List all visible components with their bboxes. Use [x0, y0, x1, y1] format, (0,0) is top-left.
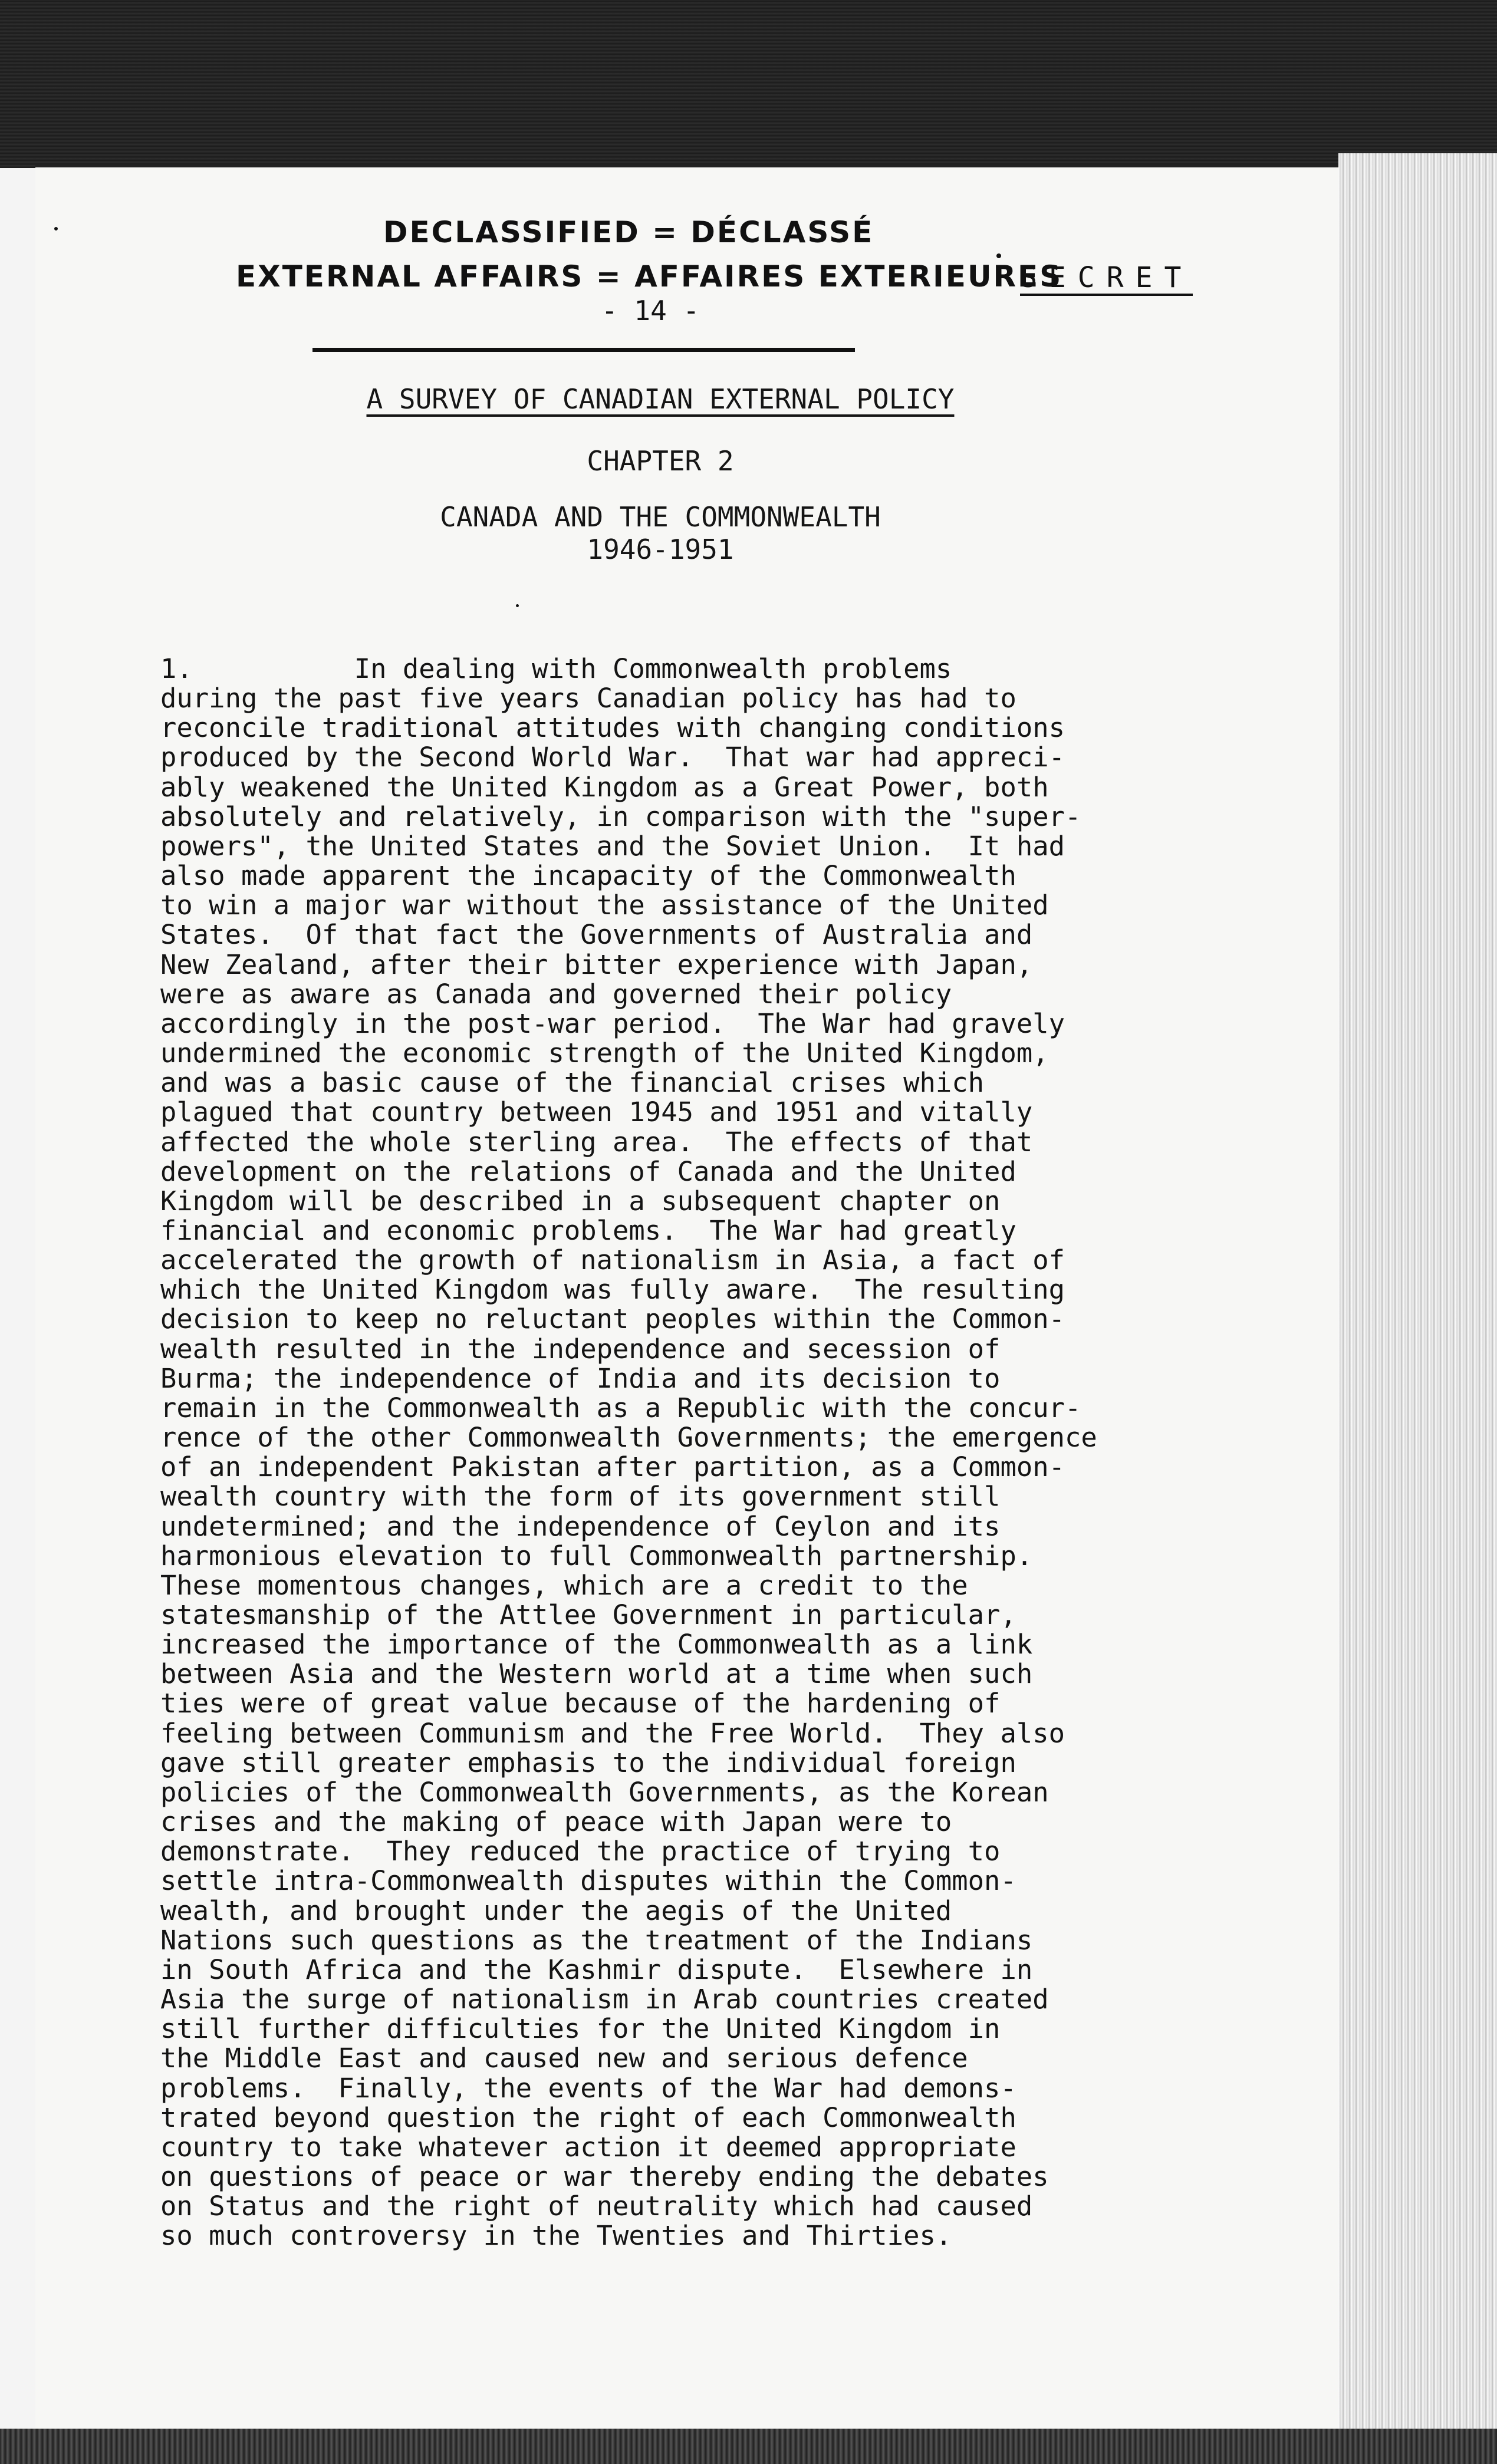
body-line: also made apparent the incapacity of the Commonwealth: [160, 860, 1016, 892]
body-line: undermined the economic strength of the United Kingdom,: [160, 1037, 1049, 1069]
body-line: plagued that country between 1945 and 1951 and vitally: [160, 1096, 1033, 1128]
body-line: country to take whatever action it deemed appropriate: [160, 2131, 1016, 2163]
body-line: 1. In dealing with Commonwealth problems: [160, 653, 952, 684]
body-line: accordingly in the post-war period. The War had gravely: [160, 1007, 1065, 1039]
survey-title-text: A SURVEY OF CANADIAN EXTERNAL POLICY: [366, 383, 955, 415]
body-line: financial and economic problems. The War had greatly: [160, 1214, 1016, 1246]
scan-speck: [516, 604, 519, 607]
body-line: wealth, and brought under the aegis of the United: [160, 1895, 952, 1926]
body-line: and was a basic cause of the financial crises which: [160, 1067, 985, 1099]
scan-speck: [54, 227, 58, 230]
body-line: wealth resulted in the independence and secession of: [160, 1333, 1001, 1365]
page-number: - 14 -: [601, 295, 700, 327]
body-line: were as aware as Canada and governed their policy: [160, 978, 952, 1010]
body-line: trated beyond question the right of each Commonwealth: [160, 2101, 1016, 2133]
survey-title: [177, 383, 1144, 415]
chapter-heading: CHAPTER 2: [587, 445, 734, 477]
body-line: of an independent Pakistan after partition, as a Common-: [160, 1451, 1065, 1483]
binding-margin: [0, 168, 39, 2432]
body-line: affected the whole sterling area. The effects of that: [160, 1126, 1033, 1158]
body-line: Burma; the independence of India and its decision to: [160, 1362, 1001, 1394]
body-line: on Status and the right of neutrality which had caused: [160, 2190, 1033, 2222]
body-line: Nations such questions as the treatment of the Indians: [160, 1924, 1033, 1956]
classification-marking: SECRET: [1020, 262, 1193, 296]
body-line: undetermined; and the independence of Ceylon and its: [160, 1510, 1001, 1542]
chapter-years: 1946-1951: [587, 533, 734, 565]
scan-background-bottom: [0, 2429, 1497, 2464]
body-line: crises and the making of peace with Japan were to: [160, 1806, 952, 1838]
body-line: powers", the United States and the Soviet Union. It had: [160, 830, 1065, 862]
body-line: so much controversy in the Twenties and Thirties.: [160, 2220, 952, 2252]
body-line: to win a major war without the assistance of the United: [160, 890, 1049, 921]
body-line: Asia the surge of nationalism in Arab countries created: [160, 1984, 1049, 2015]
header-rule: [312, 348, 855, 352]
body-line: which the United Kingdom was fully aware. The resulting: [160, 1274, 1065, 1306]
body-line: increased the importance of the Commonwealth as a link: [160, 1629, 1033, 1661]
body-line: settle intra-Commonwealth disputes within the Common-: [160, 1865, 1016, 1897]
stacked-page-edges: [1338, 153, 1497, 2429]
body-line: wealth country with the form of its government still: [160, 1481, 1001, 1513]
external-affairs-stamp: EXTERNAL AFFAIRS = AFFAIRES EXTERIEURES: [236, 259, 1063, 294]
body-line: feeling between Communism and the Free World. They also: [160, 1717, 1065, 1749]
body-line: the Middle East and caused new and serious defence: [160, 2043, 968, 2074]
body-line: harmonious elevation to full Commonwealth partnership.: [160, 1540, 1033, 1572]
body-line: gave still greater emphasis to the individual foreign: [160, 1747, 1016, 1778]
body-line: rence of the other Commonwealth Governments; the emergence: [160, 1422, 1097, 1454]
body-line: ties were of great value because of the hardening of: [160, 1688, 1001, 1719]
body-line: problems. Finally, the events of the War had demons-: [160, 2072, 1016, 2104]
body-line: ably weakened the United Kingdom as a Great Power, both: [160, 771, 1049, 803]
body-line: decision to keep no reluctant peoples within the Common-: [160, 1303, 1065, 1335]
body-line: policies of the Commonwealth Governments, as the Korean: [160, 1776, 1049, 1808]
body-line: These momentous changes, which are a credit to the: [160, 1569, 968, 1601]
body-line: in South Africa and the Kashmir dispute. Elsewhere in: [160, 1954, 1033, 1985]
scan-background-top: [0, 0, 1497, 171]
body-line: during the past five years Canadian policy has had to: [160, 683, 1016, 714]
body-line: statesmanship of the Attlee Government in particular,: [160, 1599, 1016, 1630]
body-line: development on the relations of Canada and the United: [160, 1155, 1016, 1187]
body-line: absolutely and relatively, in comparison with the "super-: [160, 801, 1081, 832]
body-line: Kingdom will be described in a subsequent chapter on: [160, 1185, 1001, 1217]
body-line: remain in the Commonwealth as a Republic with the concur-: [160, 1392, 1081, 1424]
body-line: still further difficulties for the United Kingdom in: [160, 2013, 1001, 2045]
body-line: States. Of that fact the Governments of Australia and: [160, 919, 1033, 951]
body-line: demonstrate. They reduced the practice of trying to: [160, 1836, 1001, 1867]
body-paragraph: [160, 654, 1222, 2251]
scan-speck: [996, 253, 1001, 258]
body-line: New Zealand, after their bitter experience with Japan,: [160, 948, 1033, 980]
body-line: on questions of peace or war thereby ending the debates: [160, 2160, 1049, 2192]
chapter-title: CANADA AND THE COMMONWEALTH: [440, 501, 881, 533]
body-line: between Asia and the Western world at a time when such: [160, 1658, 1033, 1690]
body-line: produced by the Second World War. That war had appreci-: [160, 742, 1065, 773]
body-line: reconcile traditional attitudes with changing conditions: [160, 712, 1065, 744]
body-line: accelerated the growth of nationalism in Asia, a fact of: [160, 1244, 1065, 1276]
declassified-stamp: DECLASSIFIED = DÉCLASSÉ: [383, 215, 874, 249]
